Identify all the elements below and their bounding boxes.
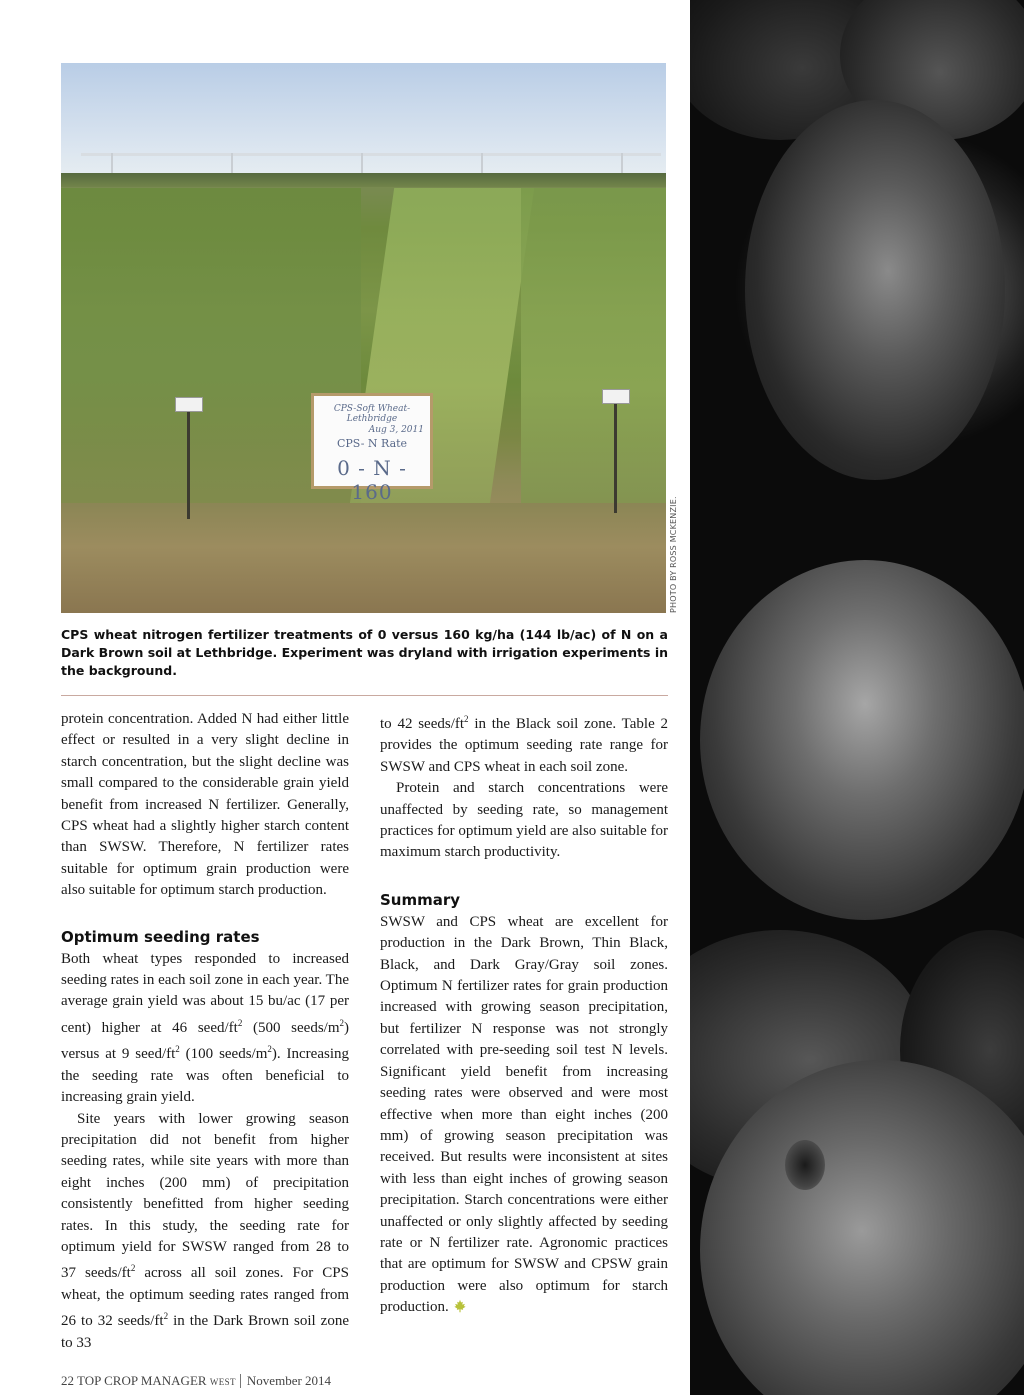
paragraph: to 42 seeds/$ft^2$ in the Black soil zone. Table 2 provides the optimum seeding rate range for SWSW and CPS wheat in each soil zone.	[380, 714, 669, 775]
paragraph: Protein and starch concentrations were unaffected by seeding rate, so management practices for optimum yield are also suitable for maximum starch productivity.	[380, 780, 668, 861]
grain-kernel	[745, 100, 1005, 480]
plot-tag	[175, 397, 203, 412]
magazine-edition: WEST	[209, 1377, 236, 1387]
left-column	[61, 709, 349, 1354]
section-heading: Summary	[380, 890, 461, 909]
sign-line-2: Aug 3, 2011	[368, 425, 424, 435]
plot-stake	[187, 399, 190, 519]
sign-line-3: CPS- N Rate	[336, 437, 408, 450]
plot-tag	[602, 389, 630, 404]
plot-sign	[311, 393, 433, 504]
tree-line	[61, 173, 666, 187]
soil-ground	[61, 503, 666, 613]
sign-line-1: CPS-Soft Wheat-Lethbridge	[333, 404, 411, 424]
maple-leaf-icon	[453, 1299, 467, 1313]
photo-caption: CPS wheat nitrogen fertilizer treatments of 0 versus 160 kg/ha (144 lb/ac) of N on a Dark Brown soil at Lethbridge. Experiment was dryland with irrigation experiments in the background.	[61, 627, 668, 678]
grain-crease	[785, 1140, 825, 1190]
photo-credit: PHOTO BY ROSS MCKENZIE.	[669, 496, 678, 613]
grain-kernel	[700, 560, 1024, 920]
issue-date: November 2014	[246, 1373, 332, 1388]
paragraph: Both wheat types responded to increased seeding rates in each soil zone in each year. The average grain yield was about 15 bu/ac (17 per cent) higher at 46 seed/$ft^2$ (500 seeds/$m^2$) versus at 9 seed/$ft^2$ (100 seeds/$m^2$). Increasing the seeding rate was often beneficial to increasing grain yield.	[61, 950, 350, 1106]
divider	[61, 695, 668, 696]
page-footer	[61, 1373, 331, 1389]
field-photo	[61, 63, 666, 613]
right-column	[380, 709, 668, 1319]
magazine-name: TOP CROP MANAGER	[77, 1373, 207, 1388]
grain-closeup-photo	[690, 0, 1024, 1395]
plot-stake	[614, 393, 617, 513]
paragraph: protein concentration. Added N had either little effect or resulted in a very slight decline in starch concentration, but the slight decline was small compared to the considerable grain yield benefit from increased N fertilizer. Generally, CPS wheat had a slightly higher starch content than SWSW. Therefore, N fertilizer rates suitable for optimum grain production were also suitable for optimum starch production.	[61, 711, 349, 899]
footer-separator	[240, 1374, 241, 1388]
section-heading: Optimum seeding rates	[61, 927, 260, 946]
wheat-plot	[521, 188, 666, 518]
paragraph: Site years with lower growing season precipitation did not benefit from higher seeding rates, while site years with more than eight inches (200 mm) of precipitation consistently benefitted from higher seeding rates. In this study, the seeding rate for optimum yield for SWSW ranged from 28 to 37 seeds/$ft^2$ across all soil zones. For CPS wheat, the optimum seeding rates ranged from 26 to 32 seeds/$ft^2$ in the Dark Brown soil zone to 33	[61, 1110, 349, 1351]
paragraph: SWSW and CPS wheat are excellent for production in the Dark Brown, Thin Black, Black, and Dark Gray/Gray soil zones. Optimum N fertilizer rates for grain production increased with growing season precipitation, but fertilizer N response was not strongly correlated with pre-seeding soil test N levels. Significant yield benefit from increasing seeding rates were observed and were most effective when more than eight inches (200 mm) of growing season precipitation was received. But results were inconsistent at sites with less than eight inches of growing season precipitation. Starch concentrations were either unaffected or only slightly affected by seeding rate or N fertilizer rate. Agronomic practices that are optimum for SWSW and CPSW grain production were also optimum for starch production.	[380, 913, 668, 1316]
sign-line-4: 0 - N - 160	[337, 456, 407, 504]
page-number: 22	[61, 1373, 74, 1388]
